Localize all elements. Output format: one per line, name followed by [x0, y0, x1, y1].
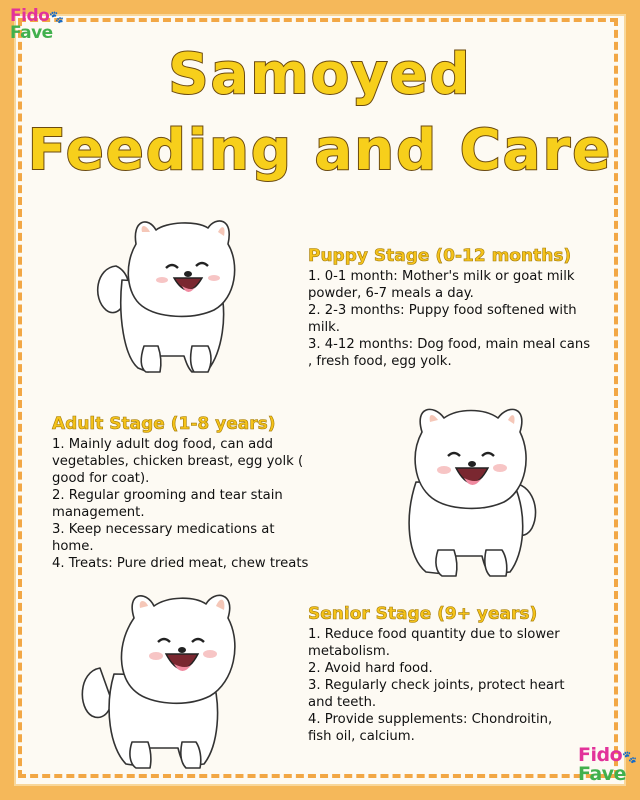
brand-line2: Fave — [10, 23, 53, 43]
paw-icon: 🐾 — [622, 750, 637, 764]
list-item: 3. Regularly check joints, protect heart — [308, 678, 565, 693]
list-item: fish oil, calcium. — [308, 729, 415, 744]
list-item: management. — [52, 505, 145, 520]
list-item: 1. Reduce food quantity due to slower — [308, 627, 560, 642]
list-item: and teeth. — [308, 695, 377, 710]
brand-line2-bottom: Fave — [578, 763, 626, 785]
list-item: , fresh food, egg yolk. — [308, 354, 452, 369]
list-item: 4. Provide supplements: Chondroitin, — [308, 712, 553, 727]
brand-line1: Fido — [10, 6, 50, 26]
brand-line1-bottom: Fido — [578, 744, 623, 766]
list-item: 1. 0-1 month: Mother's milk or goat milk — [308, 269, 575, 284]
samoyed-dog-illustration — [88, 206, 268, 378]
adult-stage-heading: Adult Stage (1-8 years) — [52, 414, 276, 434]
list-item: 2. Regular grooming and tear stain — [52, 488, 283, 503]
senior-stage-list — [308, 626, 598, 745]
puppy-stage-list — [308, 268, 608, 370]
list-item: vegetables, chicken breast, egg yolk ( — [52, 454, 304, 469]
list-item: home. — [52, 539, 94, 554]
list-item: metabolism. — [308, 644, 390, 659]
list-item: 2. 2-3 months: Puppy food softened with — [308, 303, 577, 318]
samoyed-dog-illustration — [386, 398, 546, 580]
list-item: 1. Mainly adult dog food, can add — [52, 437, 273, 452]
adult-stage-list — [52, 436, 342, 572]
list-item: 3. Keep necessary medications at — [52, 522, 275, 537]
list-item: 4. Treats: Pure dried meat, chew treats — [52, 556, 309, 571]
paw-icon: 🐾 — [49, 10, 64, 24]
list-item: 2. Avoid hard food. — [308, 661, 433, 676]
page-title-line1: Samoyed — [168, 42, 472, 107]
puppy-stage-heading: Puppy Stage (0-12 months) — [308, 246, 572, 266]
list-item: powder, 6-7 meals a day. — [308, 286, 474, 301]
list-item: good for coat). — [52, 471, 150, 486]
brand-logo-top — [10, 8, 64, 42]
senior-stage-heading: Senior Stage (9+ years) — [308, 604, 538, 624]
list-item: 3. 4-12 months: Dog food, main meal cans — [308, 337, 591, 352]
brand-logo-bottom — [578, 746, 637, 784]
samoyed-dog-illustration — [74, 588, 254, 772]
list-item: milk. — [308, 320, 341, 335]
page-title-line2: Feeding and Care — [27, 118, 613, 183]
